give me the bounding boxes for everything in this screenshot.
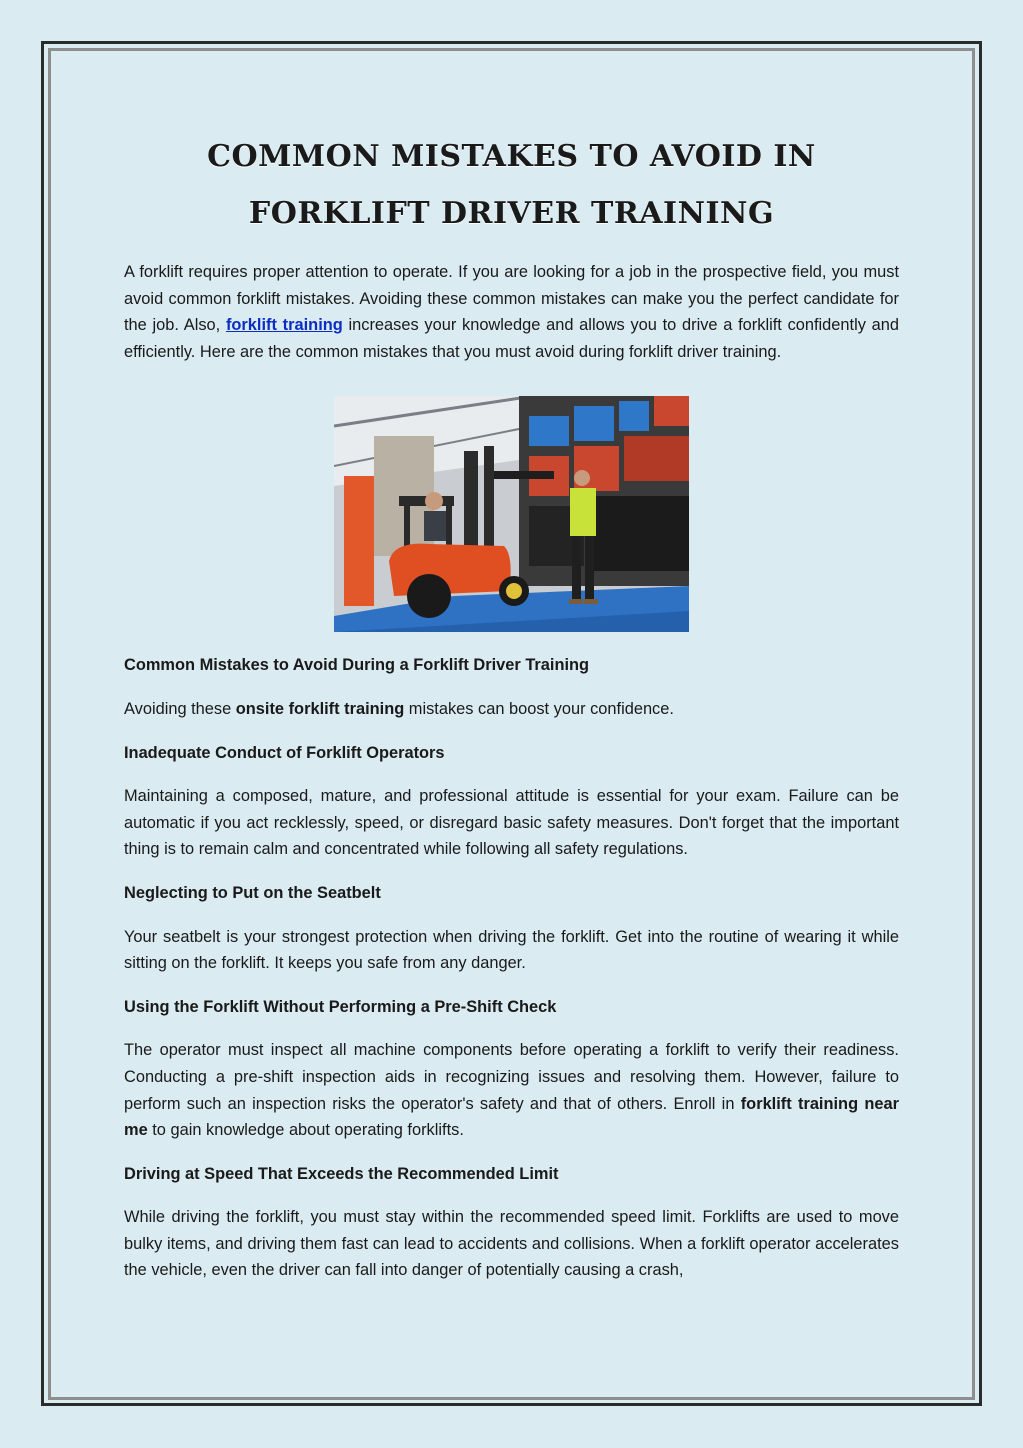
section-heading: Common Mistakes to Avoid During a Forklift Driver Training	[124, 656, 590, 675]
item-body-before: The operator must inspect all machine components before operating a forklift to verify their readiness. Conducting a pre-shift inspection aids in recognizing issues and resolving them. However, failure to perform such an inspection risks the operator's safety and that of others. Enroll in	[124, 1041, 899, 1113]
intro-paragraph	[124, 259, 899, 365]
item-heading: Driving at Speed That Exceeds the Recommended Limit	[124, 1164, 559, 1183]
item-body	[124, 1037, 899, 1143]
section-intro	[124, 696, 899, 723]
item-body: Maintaining a composed, mature, and professional attitude is essential for your exam. Failure can be automatic if you act recklessly, speed, or disregard basic safety measures. Don't forget that the important thing is to remain calm and concentrated while following all safety regulations.	[124, 787, 899, 859]
section-intro-after: mistakes can boost your confidence.	[404, 699, 674, 718]
item-body: While driving the forklift, you must stay within the recommended speed limit. Forklifts are used to move bulky items, and driving them fast can lead to accidents and collisions. When a forklift operator accelerates the vehicle, even the driver can fall into danger of potentially causing a crash,	[124, 1208, 899, 1280]
item-heading: Using the Forklift Without Performing a Pre-Shift Check	[124, 997, 557, 1016]
intro-text-after-link: increases your knowledge and allows you to drive a forklift confidently and efficiently. Here are the common mistakes that you must avoid during forklift driver training.	[124, 316, 900, 361]
section-intro-before: Avoiding these	[124, 699, 236, 718]
forklift-training-link[interactable]: forklift training	[225, 316, 343, 335]
document-title: COMMON MISTAKES TO AVOID IN FORKLIFT DRIVER TRAINING	[207, 139, 816, 231]
section-intro-bold: onsite forklift training	[235, 699, 405, 718]
item-heading: Inadequate Conduct of Forklift Operators	[124, 743, 445, 762]
document-body	[124, 128, 899, 1284]
forklift-warehouse-photo	[334, 396, 689, 632]
item-heading: Neglecting to Put on the Seatbelt	[124, 883, 381, 902]
item-body-after: to gain knowledge about operating forklifts.	[147, 1121, 464, 1140]
intro-text-before-link: A forklift requires proper attention to operate. If you are looking for a job in the prospective field, you must avoid common forklift mistakes. Avoiding these common mistakes can make you the perfect candidate for the job. Also,	[124, 263, 899, 335]
item-body: Your seatbelt is your strongest protection when driving the forklift. Get into the routine of wearing it while sitting on the forklift. It keeps you safe from any danger.	[124, 927, 899, 973]
item-body-bold: forklift training near me	[124, 1094, 899, 1140]
